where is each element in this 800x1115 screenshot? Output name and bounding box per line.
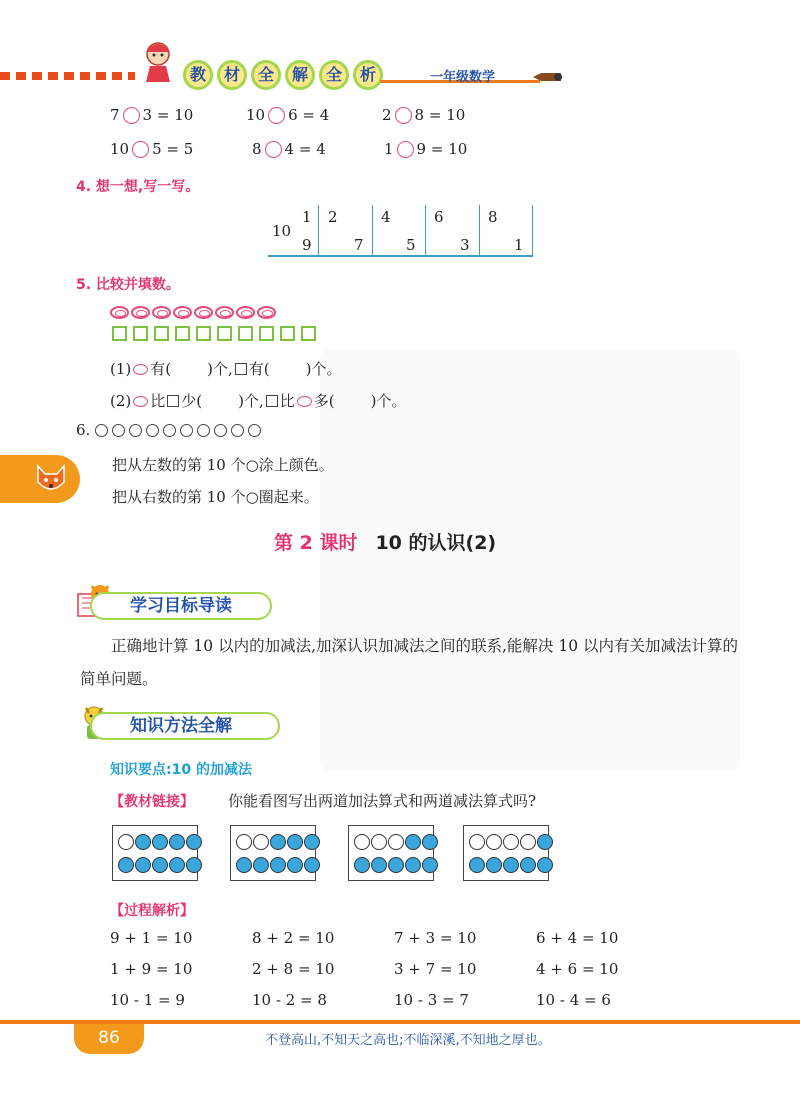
equation: 6 + 4 = 10: [536, 929, 619, 947]
filled-counter: [304, 857, 320, 873]
split-top-value: 4: [381, 208, 391, 226]
header-title-char-4: 解: [285, 60, 315, 90]
question-5-title: 5. 比较并填数。: [76, 277, 180, 293]
question-6-header: 6.: [76, 421, 265, 439]
filled-counter: [270, 857, 286, 873]
filled-counter: [422, 857, 438, 873]
double-circle-icon: [173, 306, 192, 319]
empty-counter: [469, 834, 485, 850]
pencil-icon: [533, 72, 563, 82]
square-row: [112, 326, 322, 342]
split-table-baseline: [268, 255, 533, 257]
filled-counter: [169, 834, 185, 850]
double-circle-icon: [194, 306, 213, 319]
section-banner-methods: 知识方法全解: [90, 712, 280, 740]
fill-expression: 2 8 = 10: [382, 106, 466, 124]
fill-expression: 10 6 = 4: [246, 106, 330, 124]
filled-counter: [537, 834, 553, 850]
answer-circle[interactable]: [132, 141, 149, 158]
filled-counter: [152, 834, 168, 850]
counter-box: [230, 825, 316, 881]
filled-counter: [287, 834, 303, 850]
question-5-line-2: (2) 比 少( )个, 比 多( )个。: [110, 392, 407, 410]
page-watermark: [320, 350, 740, 770]
empty-counter: [118, 834, 134, 850]
circle-item[interactable]: [248, 424, 261, 437]
filled-counter: [469, 857, 485, 873]
empty-counter: [388, 834, 404, 850]
fox-mascot-icon: [34, 462, 68, 496]
square-icon: [133, 326, 148, 341]
filled-counter: [186, 857, 202, 873]
fill-expression: 1 9 = 10: [384, 140, 468, 158]
split-top-value: 8: [488, 208, 498, 226]
double-circle-icon: [152, 306, 171, 319]
split-bottom-value: 5: [406, 236, 416, 254]
header-title-char-1: 教: [183, 60, 213, 90]
answer-circle[interactable]: [123, 107, 140, 124]
answer-circle[interactable]: [268, 107, 285, 124]
filled-counter: [169, 857, 185, 873]
empty-counter: [236, 834, 252, 850]
knowledge-point: 知识要点:10 的加减法: [110, 762, 252, 778]
filled-counter: [186, 834, 202, 850]
filled-counter: [405, 857, 421, 873]
square-icon: [259, 326, 274, 341]
filled-counter: [135, 834, 151, 850]
filled-counter: [236, 857, 252, 873]
split-divider: [479, 205, 480, 255]
split-divider: [532, 205, 533, 255]
circle-item[interactable]: [214, 424, 227, 437]
header-dash-decoration: [0, 72, 135, 80]
circle-row: [95, 421, 265, 439]
section-banner-goals: 学习目标导读: [90, 592, 272, 620]
split-bottom-value: 9: [302, 236, 312, 254]
equation: 7 + 3 = 10: [394, 929, 477, 947]
question-5-line-1: (1) 有( )个, 有( )个。: [110, 360, 342, 378]
split-divider: [372, 205, 373, 255]
filled-counter: [253, 857, 269, 873]
circle-item[interactable]: [163, 424, 176, 437]
textbook-link-label: 【教材链接】: [110, 794, 194, 810]
equation: 10 - 3 = 7: [394, 991, 469, 1009]
empty-counter: [354, 834, 370, 850]
filled-counter: [371, 857, 387, 873]
double-circle-icon: [110, 306, 129, 319]
double-circle-icon: [297, 396, 312, 407]
filled-counter: [135, 857, 151, 873]
answer-circle[interactable]: [265, 141, 282, 158]
header-title-char-6: 析: [353, 60, 383, 90]
fill-expression: 7 3 = 10: [110, 106, 194, 124]
equation: 1 + 9 = 10: [110, 960, 193, 978]
square-icon: [280, 326, 295, 341]
answer-circle[interactable]: [397, 141, 414, 158]
footer-motto: 不登高山,不知天之高也;不临深溪,不知地之厚也。: [265, 1033, 551, 1048]
circle-item[interactable]: [146, 424, 159, 437]
double-circle-icon: [257, 306, 276, 319]
equation: 10 - 4 = 6: [536, 991, 611, 1009]
split-top-value: 2: [328, 208, 338, 226]
equation: 3 + 7 = 10: [394, 960, 477, 978]
square-icon: [112, 326, 127, 341]
empty-counter: [371, 834, 387, 850]
answer-circle[interactable]: [395, 107, 412, 124]
split-bottom-value: 1: [514, 236, 524, 254]
circle-item[interactable]: [180, 424, 193, 437]
split-bottom-value: 3: [460, 236, 470, 254]
square-icon: [238, 326, 253, 341]
process-label: 【过程解析】: [110, 903, 194, 919]
circle-item[interactable]: [231, 424, 244, 437]
split-top-value: 6: [434, 208, 444, 226]
filled-counter: [388, 857, 404, 873]
double-circle-row: [110, 304, 278, 320]
empty-counter: [503, 834, 519, 850]
question-6-line-2: 把从右数的第 10 个○圈起来。: [112, 488, 319, 506]
header-grade: 一年级数学: [430, 70, 496, 85]
empty-counter: [253, 834, 269, 850]
circle-item[interactable]: [112, 424, 125, 437]
split-bottom-value: 7: [354, 236, 364, 254]
filled-counter: [422, 834, 438, 850]
header-title-char-2: 材: [217, 60, 247, 90]
split-whole: 10: [272, 222, 292, 240]
circle-item[interactable]: [129, 424, 142, 437]
square-icon: [217, 326, 232, 341]
filled-counter: [486, 857, 502, 873]
counter-box: [463, 825, 549, 881]
filled-counter: [270, 834, 286, 850]
lesson-number: 第 2 课时: [274, 532, 358, 554]
square-icon: [196, 326, 211, 341]
square-icon: [301, 326, 316, 341]
double-circle-icon: [236, 306, 255, 319]
girl-mascot-icon: [138, 38, 178, 84]
split-top-value: 1: [302, 208, 312, 226]
double-circle-icon: [133, 364, 148, 375]
fill-expression: 10 5 = 5: [110, 140, 194, 158]
filled-counter: [304, 834, 320, 850]
double-circle-icon: [131, 306, 150, 319]
double-circle-icon: [133, 396, 148, 407]
equation: 9 + 1 = 10: [110, 929, 193, 947]
split-divider: [318, 205, 319, 255]
circle-item[interactable]: [197, 424, 210, 437]
counter-box: [112, 825, 198, 881]
header-title-char-5: 全: [319, 60, 349, 90]
equation: 8 + 2 = 10: [252, 929, 335, 947]
square-icon: [266, 395, 278, 407]
filled-counter: [287, 857, 303, 873]
question-4-title: 4. 想一想,写一写。: [76, 179, 200, 195]
goals-text: 正确地计算 10 以内的加减法,加深认识加减法之间的联系,能解决 10 以内有关加减法计算的简单问题。: [80, 637, 739, 688]
filled-counter: [537, 857, 553, 873]
textbook-link-question: 你能看图写出两道加法算式和两道减法算式吗?: [228, 792, 537, 810]
square-icon: [154, 326, 169, 341]
square-icon: [175, 326, 190, 341]
filled-counter: [503, 857, 519, 873]
split-divider: [425, 205, 426, 255]
square-icon: [167, 395, 179, 407]
filled-counter: [405, 834, 421, 850]
counter-box: [348, 825, 434, 881]
double-circle-icon: [215, 306, 234, 319]
filled-counter: [520, 857, 536, 873]
question-6-line-1: 把从左数的第 10 个○涂上颜色。: [112, 456, 334, 474]
header-title-char-3: 全: [251, 60, 281, 90]
circle-item[interactable]: [95, 424, 108, 437]
equation: 4 + 6 = 10: [536, 960, 619, 978]
square-icon: [235, 363, 247, 375]
equation: 2 + 8 = 10: [252, 960, 335, 978]
filled-counter: [152, 857, 168, 873]
lesson-title: [274, 528, 496, 555]
empty-counter: [520, 834, 536, 850]
filled-counter: [354, 857, 370, 873]
page-number: 86: [74, 1024, 144, 1054]
lesson-name: 10 的认识(2): [375, 532, 497, 554]
equation: 10 - 1 = 9: [110, 991, 185, 1009]
filled-counter: [118, 857, 134, 873]
equation: 10 - 2 = 8: [252, 991, 327, 1009]
empty-counter: [486, 834, 502, 850]
fill-expression: 8 4 = 4: [252, 140, 326, 158]
